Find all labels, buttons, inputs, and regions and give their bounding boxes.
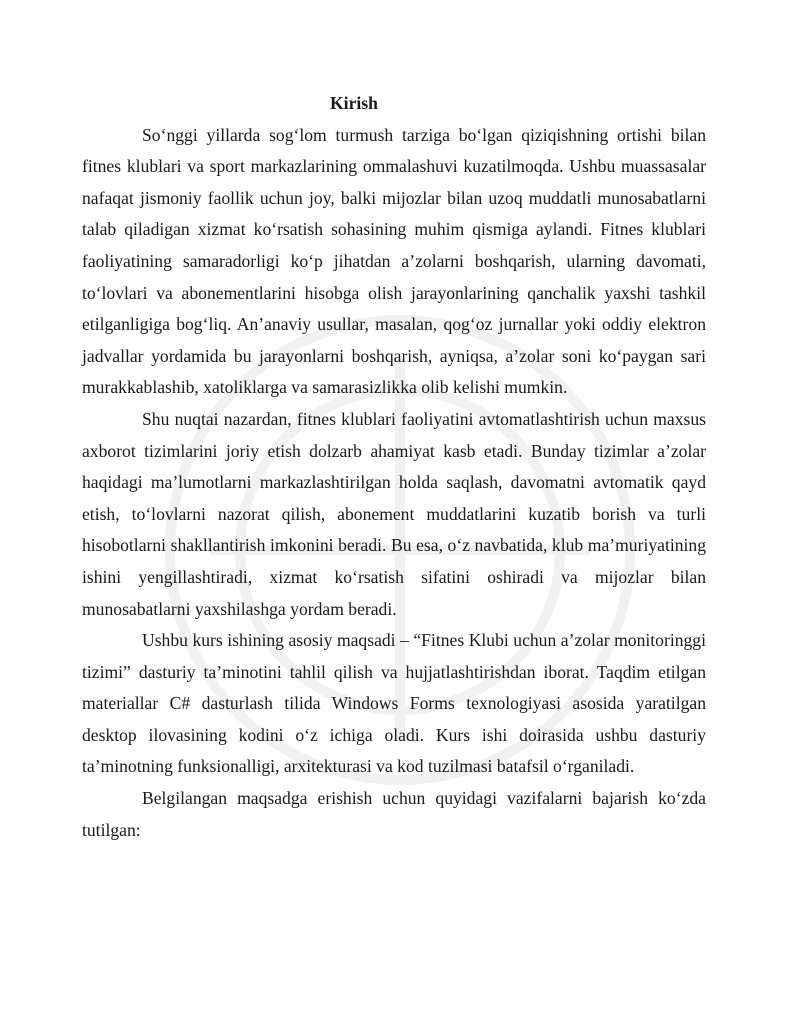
paragraph-1: So‘nggi yillarda sog‘lom turmush tarziga bo‘lgan qiziqishning ortishi bilan fitnes klublari va sport markazlarining ommalashuvi kuzatilmoqda. Ushbu muassasalar nafaqat jismoniy faollik uchun joy, balki mijozlar bilan uzoq muddatli munosabatlarni talab qiladigan xizmat ko‘rsatish sohasining muhim qismiga aylandi. Fitnes klublari faoliyatining samaradorligi ko‘p jihatdan a’zolarni boshqarish, ularning davomati, to‘lovlari va abonementlarini hisobga olish jarayonlarining qanchalik yaxshi tashkil etilganligiga bog‘liq. An’anaviy usullar, masalan, qog‘oz jurnallar yoki oddiy elektron jadvallar yordamida bu jarayonlarni boshqarish, ayniqsa, a’zolar soni ko‘paygan sari murakkablashib, xatoliklarga va samarasizlikka olib kelishi mumkin. <box>82 124 706 398</box>
paragraph-3: Ushbu kurs ishining asosiy maqsadi – “Fitnes Klubi uchun a’zolar monitoringgi tizimi” dasturiy ta’minotini tahlil qilish va hujjatlashtirishdan iborat. Taqdim etilgan materiallar C# dasturlash tilida Windows Forms texnologiyasi asosida yaratilgan desktop ilovasining kodini o‘z ichiga oladi. Kurs ishi doirasida ushbu dasturiy ta’minotning funksionalligi, arxitekturasi va kod tuzilmasi batafsil o‘rganiladi. <box>82 630 706 777</box>
paragraph-4: Belgilangan maqsadga erishish uchun quyidagi vazifalarni bajarish ko‘zda tutilgan: <box>82 788 706 840</box>
document-body <box>82 88 706 846</box>
section-heading: Kirish <box>330 93 378 113</box>
paragraph-2: Shu nuqtai nazardan, fitnes klublari faoliyatini avtomatlashtirish uchun maxsus axborot tizimlarini joriy etish dolzarb ahamiyat kasb etadi. Bunday tizimlar a’zolar haqidagi ma’lumotlarni markazlashtirilgan holda saqlash, davomatni avtomatik qayd etish, to‘lovlarni nazorat qilish, abonement muddatlarini kuzatib borish va turli hisobotlarni shakllantirish imkonini beradi. Bu esa, o‘z navbatida, klub ma’muriyatining ishini yengillashtiradi, xizmat ko‘rsatish sifatini oshiradi va mijozlar bilan munosabatlarni yaxshilashga yordam beradi. <box>82 408 706 619</box>
